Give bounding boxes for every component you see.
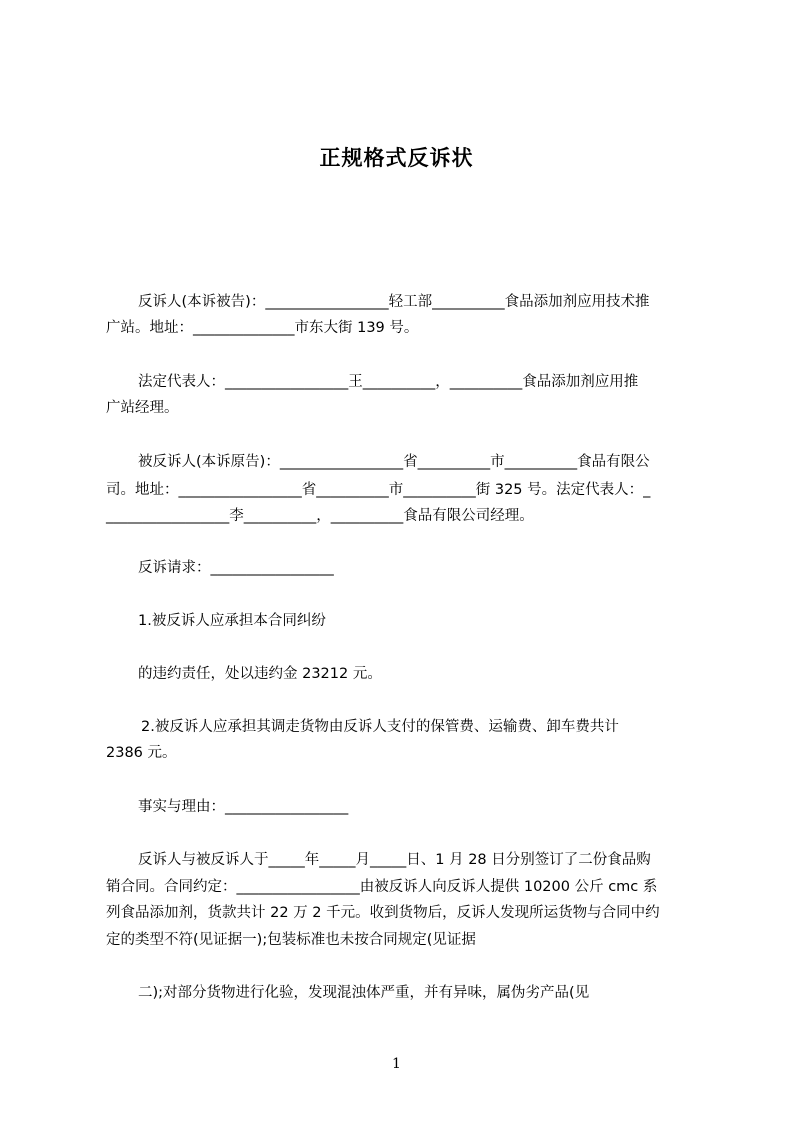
text-line: 事实与理由：_________________ xyxy=(138,799,349,815)
text-line: 反诉人(本诉被告)：_________________轻工部__________食品添加剂应用技术推 xyxy=(138,294,650,310)
text-line: 司。地址：_________________省__________市__________街 325 号。法定代表人：_ xyxy=(106,482,651,498)
text-line: 列食品添加剂，货款共计 22 万 2 千元。收到货物后，反诉人发现所运货物与合同中约 xyxy=(106,905,660,921)
text-line: 反诉人与被反诉人于_____年_____月_____日、1 月 28 日分别签订了二份食品购 xyxy=(138,852,651,868)
document-title: 正规格式反诉状 xyxy=(319,146,474,170)
text-line: 反诉请求：_________________ xyxy=(138,560,334,576)
text-line: 定的类型不符(见证据一);包装标准也未按合同规定(见证据 xyxy=(106,932,476,948)
text-line: 广站。地址：______________市东大街 139 号。 xyxy=(106,320,419,336)
text-line: 销合同。合同约定：_________________由被反诉人向反诉人提供 10200 公斤 cmc 系 xyxy=(106,879,658,895)
text-line: 1.被反诉人应承担本合同纠纷 xyxy=(138,613,326,629)
text-line: 的违约责任，处以违约金 23212 元。 xyxy=(138,666,382,682)
text-line: 法定代表人：_________________王__________，__________食品添加剂应用推 xyxy=(138,374,639,390)
text-line: 2386 元。 xyxy=(106,745,177,761)
text-line: 被反诉人(本诉原告)：_________________省__________市__________食品有限公 xyxy=(138,454,650,470)
text-line: 广站经理。 xyxy=(106,400,179,416)
text-line: 二);对部分货物进行化验，发现混浊体严重，并有异味，属伪劣产品(见 xyxy=(138,985,590,1001)
text-line: _________________李__________，__________食品有限公司经理。 xyxy=(106,508,534,524)
text-line: 2.被反诉人应承担其调走货物由反诉人支付的保管费、运输费、卸车费共计 xyxy=(141,719,619,735)
page-number: 1 xyxy=(392,1056,401,1072)
